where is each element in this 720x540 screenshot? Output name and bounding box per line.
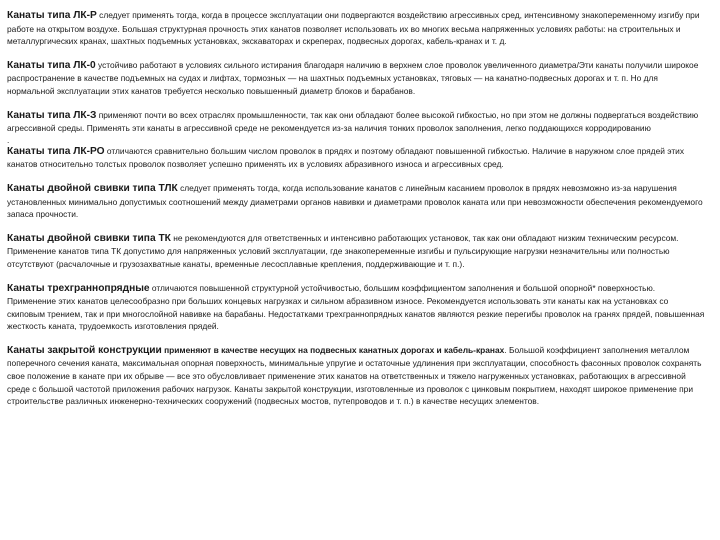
term-lk-o: Канаты типа ЛК-0 <box>7 59 96 71</box>
text-trigonal: отличаются повышенной структурной устойчивостью, большим коэффициентом заполнения и большой опорной* поверхностью. Применение этих канатов целесообразно при больших концевых нагрузках и сильном абразивном износе. Рекомендуется использовать эти канаты как на установках со скиповым трением, так и при многослойной навивке на барабаны. Недостатками трехграннопрядных канатов являются резкие перегибы проволок на гранях прядей, повышенная жесткость каната, трудоемкость изготовления прядей. <box>7 282 705 332</box>
text-lk-ro: отличаются сравнительно большим числом проволок в прядях и поэтому обладают повышенной гибкостью. Наличие в наружном слое прядей этих канатов относительно толстых проволок позволяет успешно применять их в условиях абразивного износа и агрессивных сред. <box>7 145 685 170</box>
term-tlk: Канаты двойной свивки типа ТЛК <box>7 182 178 194</box>
text-closed: . Большой коэффициент заполнения металлом поперечного сечения каната, максимальная опорная поверхность, минимальные упругие и остаточные удлинения при эксплуатации, способность фасонных проволок сохранять свое положение в канате при их обрыве — все это обусловливает применение этих канатов на ответственных и тяжело нагруженных установках, работающих в агрессивной среде с большой частотой приложения рабочих нагрузок. Канаты закрытой конструкции, изготовленные из проволок с цинковым покрытием, находят широкое применение при строительстве различных инженерно-технических сооружений (подвесных мостов, путепроводов и т. п.) в качестве несущих элементов. <box>7 344 702 407</box>
paragraph-lk-z <box>7 109 706 135</box>
term-closed: Канаты закрытой конструкции <box>7 344 162 356</box>
paragraph-tk <box>7 232 706 271</box>
term-lk-r: Канаты типа ЛК-Р <box>7 10 97 21</box>
text-tk: не рекомендуются для ответственных и интенсивно работающих установок, так как они обладают низким техническим ресурсом. Применение канатов типа ТК допустимо для напряженных условий эксплуатации, где знакопеременные изгибы и пульсирующие нагрузки незначительны или полностью отсутствуют (расчалочные и грузозахватные канаты, временные лесосплавные крепления, поддерживающие и т. п.). <box>7 232 679 269</box>
text-lk-z: применяют почти во всех отраслях промышленности, так как они обладают более высокой гибкостью, но при этом не должны подвергаться воздействию агрессивной среды. Применять эти канаты в агрессивной среде не рекомендуется из-за наличия тонких проволок заполнения, легко поддающихся корродированию <box>7 109 699 134</box>
paragraph-lk-r <box>7 9 706 48</box>
term-lk-z: Канаты типа ЛК-З <box>7 109 97 121</box>
paragraph-tlk <box>7 182 706 221</box>
term-tk: Канаты двойной свивки типа ТК <box>7 232 171 244</box>
text-lk-r: следует применять тогда, когда в процессе эксплуатации они подвергаются воздействию агрессивных сред, интенсивному знакопеременному изгибу при работе на открытом воздухе. Большая структурная прочность этих канатов позволяет использовать их во многих весьма напряженных условиях работы: на строительных и металлургических кранах, шахтных подъемных установках, экскаваторах и скреперах, подвесных дорогах, кабель-кранах и т. д. <box>7 10 700 47</box>
term-lk-ro: Канаты типа ЛК-РО <box>7 145 105 157</box>
stray-dot: . <box>7 134 10 145</box>
text-lk-o: устойчиво работают в условиях сильного истирания благодаря наличию в верхнем слое проволок увеличенного диаметра/Эти канаты получили широкое распространение в качестве подъемных на судах и лифтах, тормозных — на шахтных подъемных установках, тяговых — на канатно-подвесных дорогах и т. п. Но для нормальной эксплуатации этих канатов требуется несколько повышенный диаметр блоков и барабанов. <box>7 59 699 96</box>
emph-closed: применяют в качестве несущих на подвесных канатных дорогах и кабель-кранах <box>161 344 505 355</box>
paragraph-closed <box>7 344 706 408</box>
paragraph-lk-o <box>7 59 706 98</box>
paragraph-trigonal <box>7 282 706 333</box>
term-trigonal: Канаты трехграннопрядные <box>7 282 150 294</box>
text-tlk: следует применять тогда, когда использование канатов с линейным касанием проволок в прядях невозможно из-за нарушения установленных минимально допустимых соотношений между диаметрами органов навивки и диаметрами проволок каната или при невозможности обеспечения рекомендуемого запаса прочности. <box>7 182 703 220</box>
paragraph-lk-ro <box>7 145 706 171</box>
